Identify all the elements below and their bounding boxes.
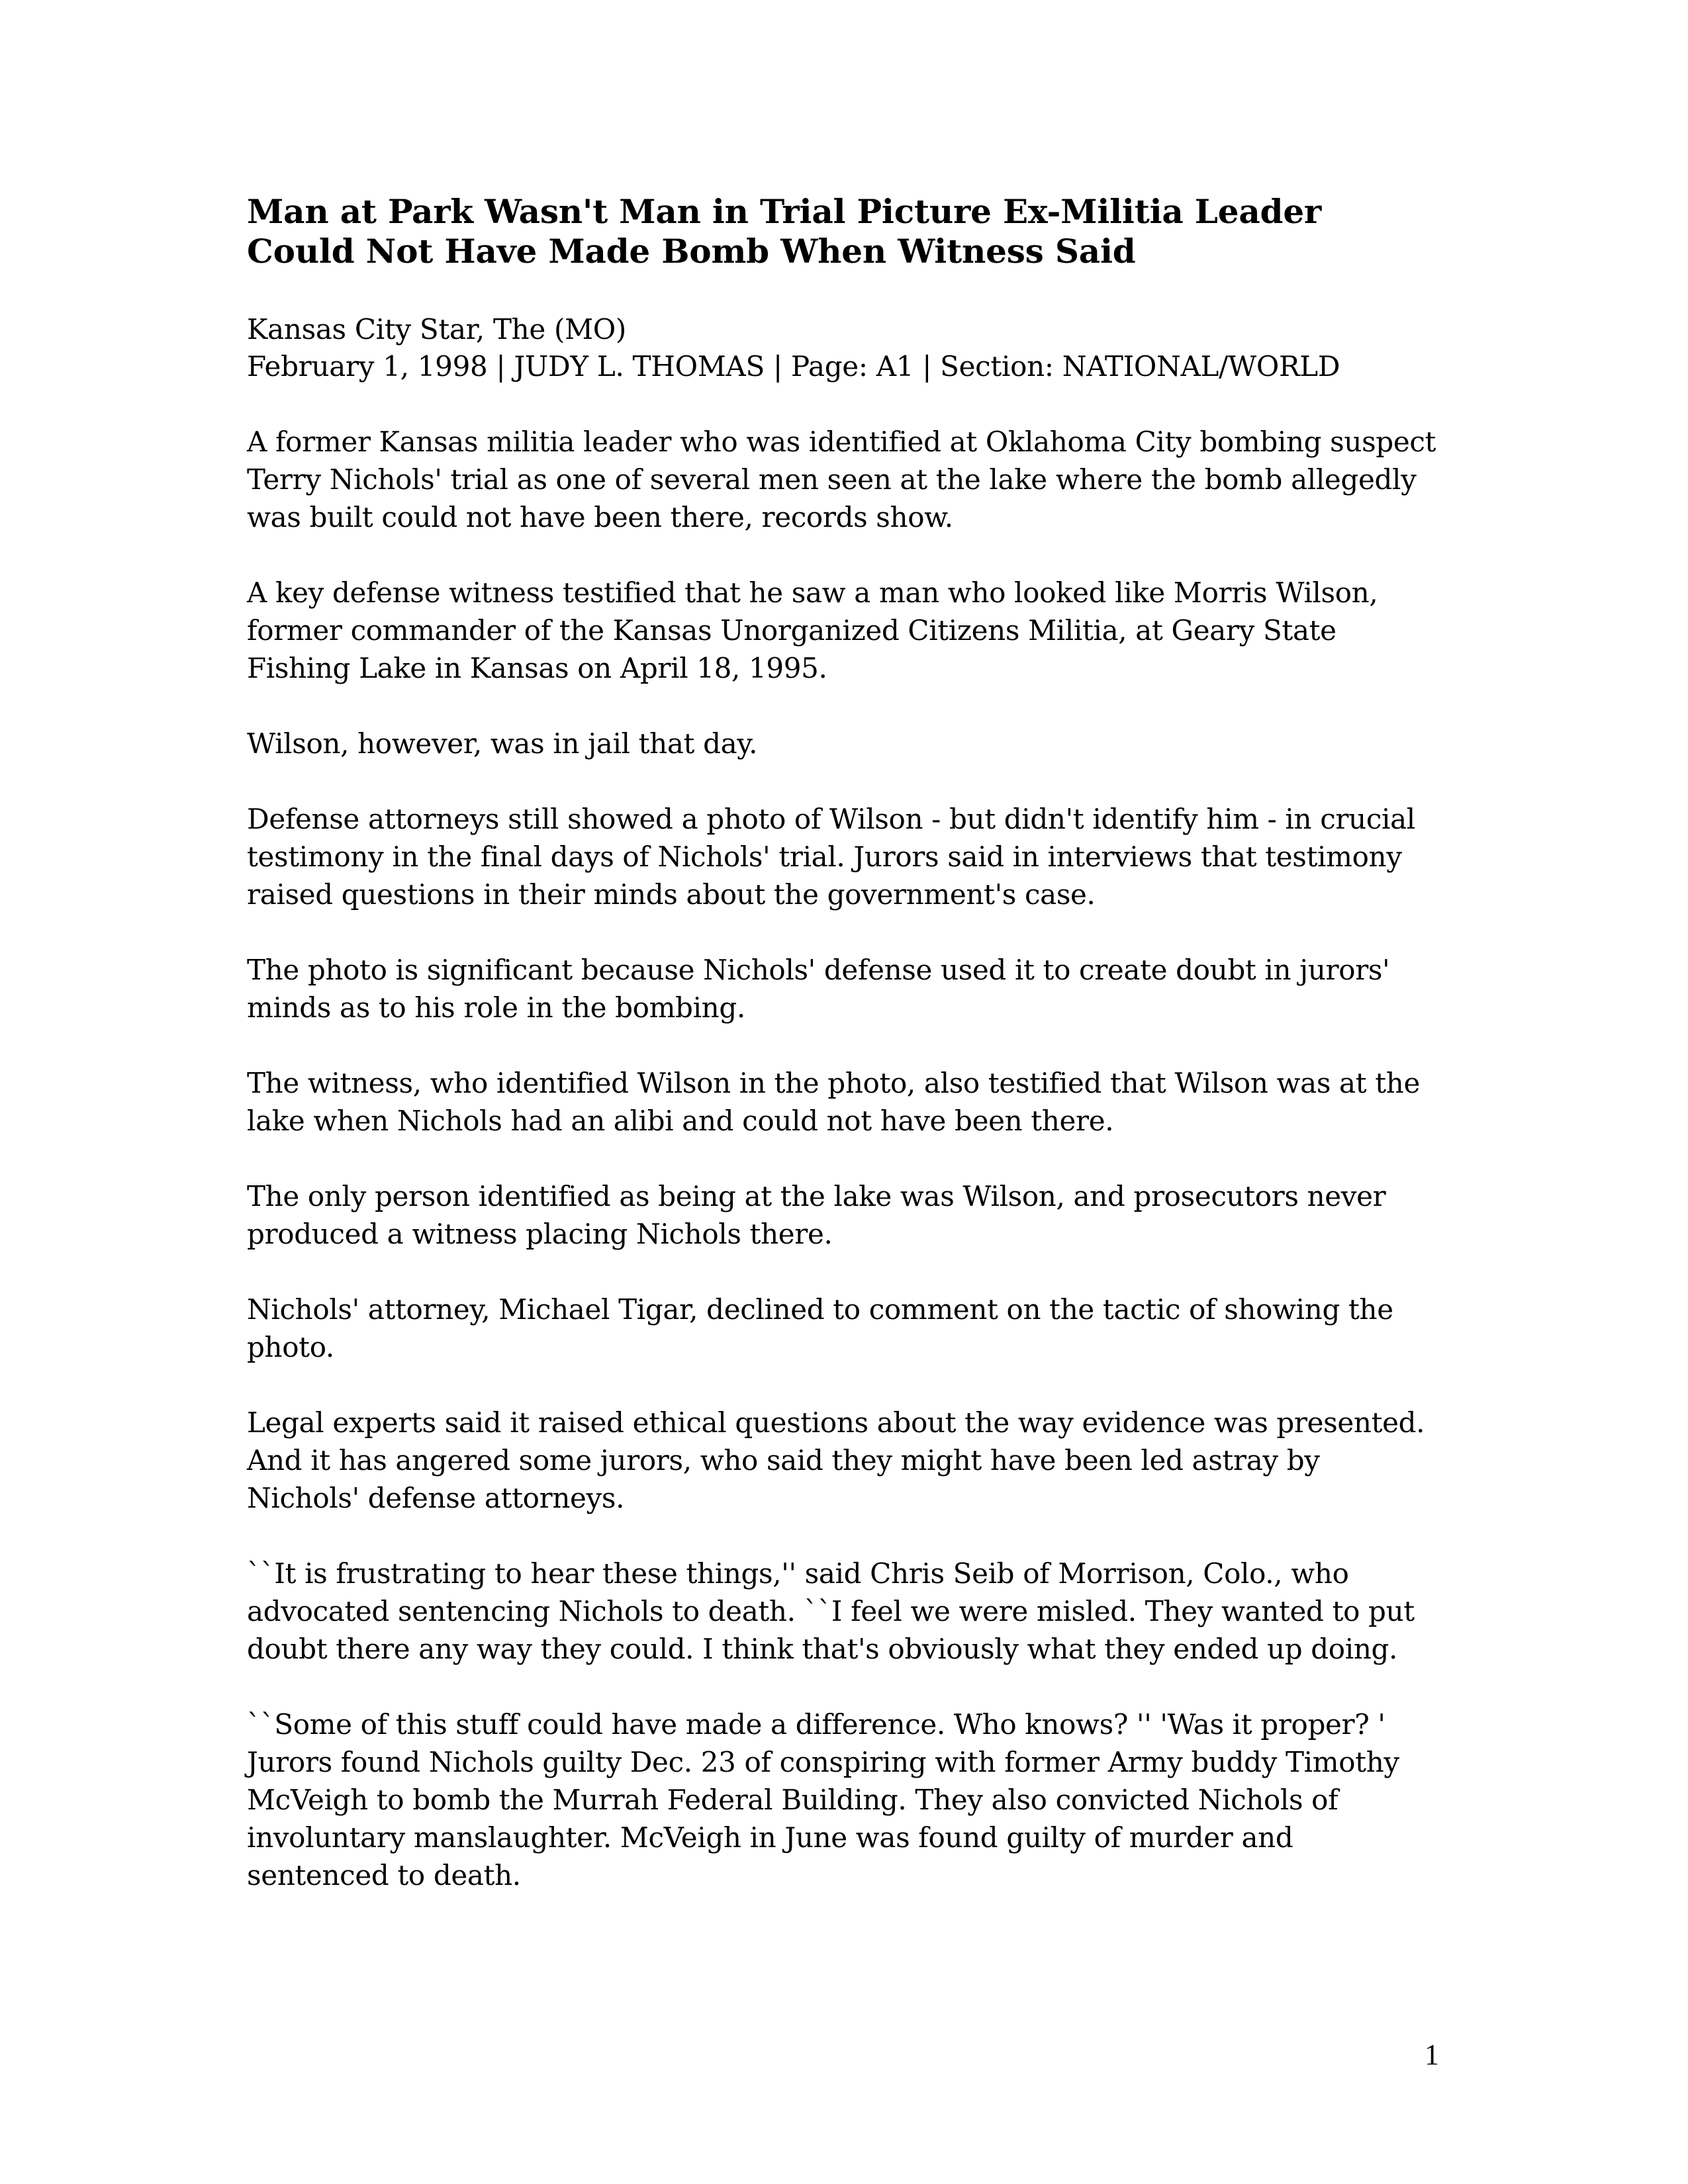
page-number: 1 [1425,2038,1439,2071]
article-body [247,423,1438,1894]
paragraph: The witness, who identified Wilson in the photo, also testified that Wilson was at the lake when Nichols had an alibi and could not have been there. [247,1067,1420,1137]
paragraph: A key defense witness testified that he saw a man who looked like Morris Wilson, former commander of the Kansas Unorganized Citizens Militia, at Geary State Fishing Lake in Kansas on April 18, 1995. [247,576,1378,684]
paragraph: Nichols' attorney, Michael Tigar, declined to comment on the tactic of showing the photo. [247,1293,1393,1363]
paragraph: The photo is significant because Nichols' defense used it to create doubt in jurors' minds as to his role in the bombing. [247,954,1390,1024]
article [247,192,1438,1894]
article-title: Man at Park Wasn't Man in Trial Picture Ex-Militia Leader Could Not Have Made Bomb When Witness Said [247,192,1322,271]
paragraph: ``Some of this stuff could have made a difference. Who knows? '' 'Was it proper? ' Jurors found Nichols guilty Dec. 23 of conspiring with former Army buddy Timothy McVeigh to bomb the Murrah Federal Building. They also convicted Nichols of involuntary manslaughter. McVeigh in June was found guilty of murder and sentenced to death. [247,1708,1399,1891]
article-meta [247,311,1438,385]
paragraph: A former Kansas militia leader who was identified at Oklahoma City bombing suspect Terry Nichols' trial as one of several men seen at the lake where the bomb allegedly was built could not have been there, records show. [247,426,1436,533]
paragraph: Wilson, however, was in jail that day. [247,727,758,760]
paragraph: ``It is frustrating to hear these things,'' said Chris Seib of Morrison, Colo., who advocated sentencing Nichols to death. ``I feel we were misled. They wanted to put doubt there any way they could. I think that's obviously what they ended up doing. [247,1557,1415,1665]
paragraph: Legal experts said it raised ethical questions about the way evidence was presented. And it has angered some jurors, who said they might have been led astray by Nichols' defense attorneys. [247,1406,1425,1514]
article-source: Kansas City Star, The (MO) [247,313,627,345]
paragraph: The only person identified as being at the lake was Wilson, and prosecutors never produced a witness placing Nichols there. [247,1180,1386,1250]
article-byline: February 1, 1998 | JUDY L. THOMAS | Page: A1 | Section: NATIONAL/WORLD [247,350,1340,383]
paragraph: Defense attorneys still showed a photo of Wilson - but didn't identify him - in crucial testimony in the final days of Nichols' trial. Jurors said in interviews that testimony raised questions in their minds about the government's case. [247,803,1415,911]
